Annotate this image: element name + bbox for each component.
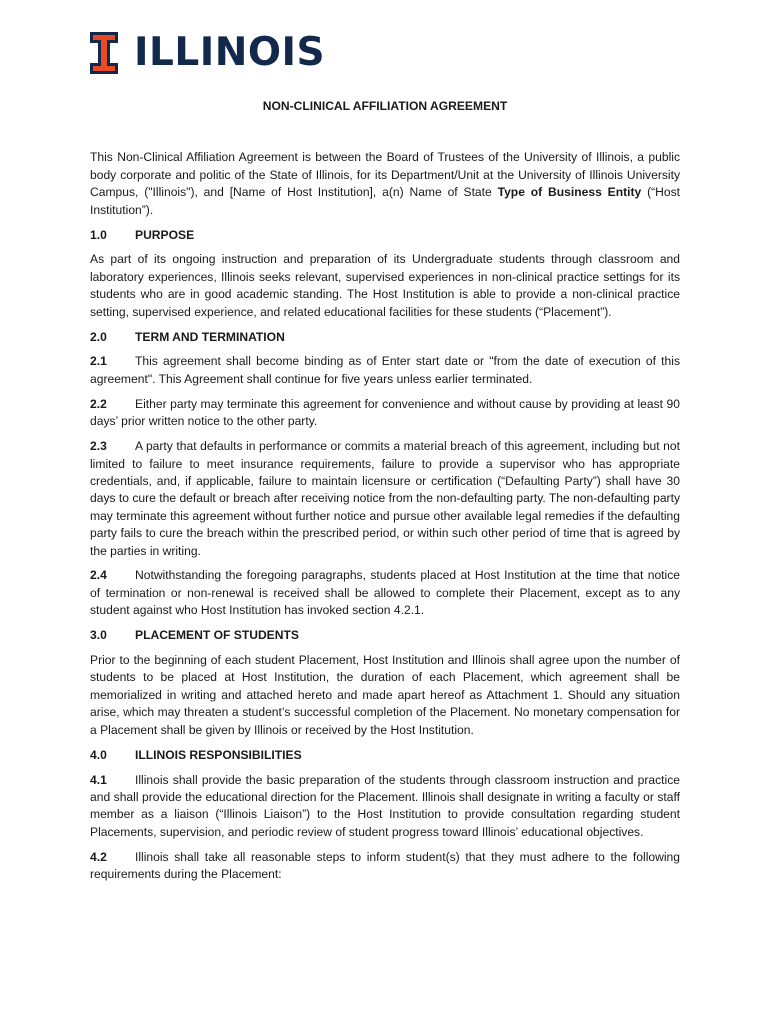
section-3-body: Prior to the beginning of each student Placement, Host Institution and Illinois shall agree upon the number of students to be placed at Host Institution, the duration of each Placement, which agreement shall be memorialized in writing and attached hereto and made apart hereof as Attachment 1. Should any situation arise, which may threaten a student’s successful completion of the Placement. No monetary compensation for a Placement shall be given by Illinois or received by the Host Institution.	[90, 653, 680, 737]
logo-wordmark: ILLINOIS	[134, 30, 326, 75]
intro-paragraph: This Non-Clinical Affiliation Agreement is between the Board of Trustees of the University of Illinois, a public body corporate and politic of the State of Illinois, for its Department/Unit at the University of Illinois University Campus, ("Illinois"), and [Name of Host Institution], a(n) Name of State Type of Business Entity (“Host Institution”).	[90, 150, 680, 217]
section-4-heading: 4.0 ILLINOIS RESPONSIBILITIES	[90, 747, 302, 762]
document-body	[90, 98, 680, 891]
clause-4-1: 4.1 Illinois shall provide the basic preparation of the students through classroom instruction and practice and shall provide the educational direction for the Placement. Illinois shall designate in writing a faculty or staff member as a liaison (“Illinois Liaison”) to the Host Institution to provide consultation regarding student Placements, supervision, and periodic review of student progress toward Illinois’ educational objectives.	[90, 772, 680, 839]
illinois-logo	[90, 32, 325, 74]
section-2-heading: 2.0 TERM AND TERMINATION	[90, 329, 285, 344]
section-1-heading: 1.0 PURPOSE	[90, 227, 195, 242]
clause-2-4: 2.4 Notwithstanding the foregoing paragraphs, students placed at Host Institution at the time that notice of termination or non-renewal is received shall be allowed to complete their Placement, except as to any student against who Host Institution has invoked section 4.2.1.	[90, 568, 680, 618]
document-title: NON-CLINICAL AFFILIATION AGREEMENT	[262, 99, 508, 113]
clause-2-3: 2.3 A party that defaults in performance or commits a material breach of this agreement, including but not limited to failure to meet insurance requirements, failure to provide a supervisor who has appropriate credentials, and, if applicable, failure to maintain licensure or certification (“Defaulting Party”) shall have 30 days to cure the default or breach after receiving notice from the non-defaulting party. The non-defaulting party may terminate this agreement without further notice and pursue other available legal remedies if the defaulting party fails to cure the breach within the prescribed period, or within such other period of time that is agreed by the parties in writing.	[90, 439, 680, 558]
section-1-body: As part of its ongoing instruction and preparation of its Undergraduate students through classroom and laboratory experiences, Illinois seeks relevant, supervised experiences in non-clinical practice settings for its students who are in good academic standing. The Host Institution is able to provide a non-clinical practice setting, supervised experience, and related educational facilities for these students (“Placement”).	[90, 252, 680, 319]
clause-2-1: 2.1 This agreement shall become binding as of Enter start date or "from the date of execution of this agreement". This Agreement shall continue for five years unless earlier terminated.	[90, 354, 680, 386]
clause-2-2: 2.2 Either party may terminate this agreement for convenience and without cause by providing at least 90 days’ prior written notice to the other party.	[90, 396, 680, 429]
section-3-heading: 3.0 PLACEMENT OF STUDENTS	[90, 628, 299, 643]
block-i-logo-icon	[90, 32, 118, 74]
clause-4-2: 4.2 Illinois shall take all reasonable steps to inform student(s) that they must adhere to the following requirements during the Placement:	[90, 849, 680, 882]
